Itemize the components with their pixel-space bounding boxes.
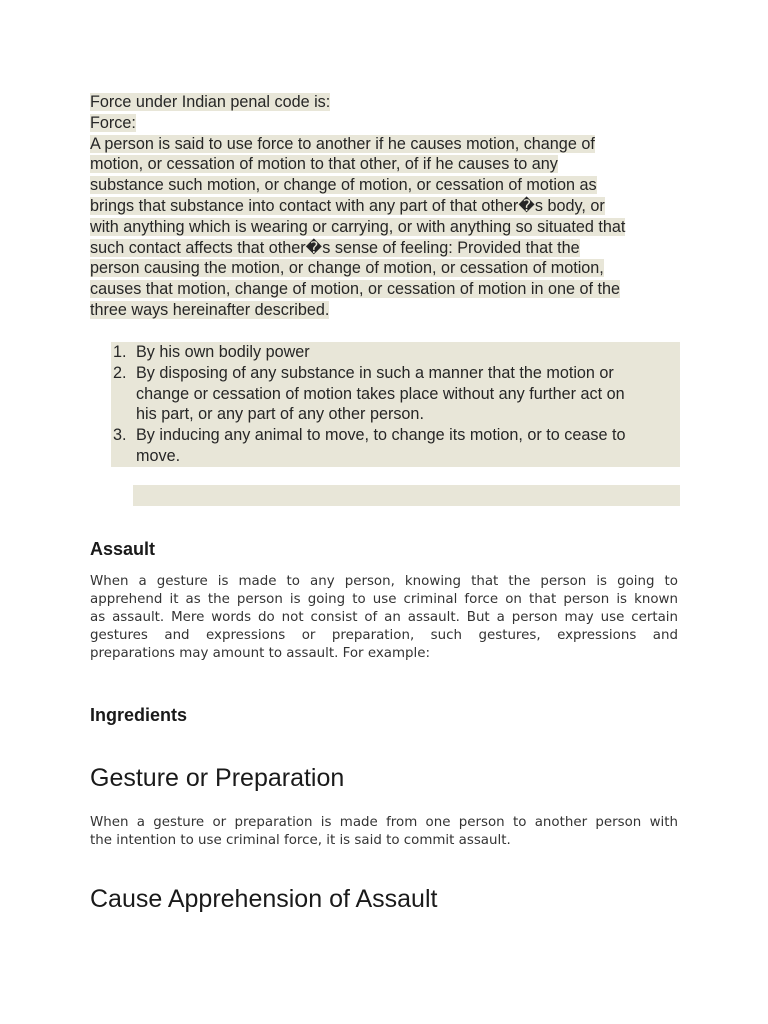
ways-list: [111, 342, 680, 467]
paragraph-line: as assault. Mere words do not consist of an assault. But a person may use certain: [90, 610, 678, 625]
text-line: causes that motion, change of motion, or cessation of motion in one of the: [90, 280, 621, 299]
text-line: brings that substance into contact with any part of that other�s body, or: [90, 196, 605, 215]
ingredients-heading: Ingredients: [90, 705, 188, 725]
apprehension-heading: Cause Apprehension of Assault: [90, 885, 438, 913]
assault-paragraph: [90, 573, 678, 663]
gesture-paragraph: [90, 814, 678, 850]
text-line: Force:: [90, 113, 136, 132]
paragraph-line: When a gesture or preparation is made from one person to another person with: [90, 815, 678, 830]
list-item-text: By his own bodily power: [136, 343, 310, 361]
paragraph-line: the intention to use criminal force, it is said to commit assault.: [90, 833, 511, 848]
paragraph-line: gestures and expressions or preparation, such gestures, expressions and: [90, 628, 678, 643]
list-item: [111, 342, 680, 363]
list-number: 1.: [113, 343, 127, 361]
paragraph-line: preparations may amount to assault. For example:: [90, 646, 430, 661]
gesture-preparation-heading: Gesture or Preparation: [90, 764, 345, 792]
text-line: with anything which is wearing or carrying, or with anything so situated that: [90, 217, 626, 236]
text-line: three ways hereinafter described.: [90, 300, 330, 319]
list-number: 3.: [113, 426, 127, 445]
list-item-text: his part, or any part of any other person.: [136, 405, 424, 424]
paragraph-line: When a gesture is made to any person, knowing that the person is going to: [90, 574, 678, 589]
list-item-text: By inducing any animal to move, to change its motion, or to cease to: [136, 426, 626, 445]
text-line: substance such motion, or change of motion, or cessation of motion as: [90, 176, 597, 195]
list-item: [111, 425, 680, 467]
paragraph-line: apprehend it as the person is going to use criminal force on that person is known: [90, 592, 678, 607]
text-line: Force under Indian penal code is:: [90, 93, 331, 111]
text-line: A person is said to use force to another if he causes motion, change of: [90, 134, 595, 153]
text-line: person causing the motion, or change of motion, or cessation of motion,: [90, 259, 604, 278]
list-item: [111, 363, 680, 425]
empty-highlight-bar: [133, 485, 680, 506]
list-item-text: By disposing of any substance in such a manner that the motion or: [136, 363, 614, 382]
list-number: 2.: [113, 363, 127, 382]
force-definition-block: [90, 92, 680, 321]
assault-heading: Assault: [90, 539, 156, 559]
list-item-text: change or cessation of motion takes place without any further act on: [136, 384, 625, 403]
text-line: such contact affects that other�s sense of feeling: Provided that the: [90, 238, 580, 257]
text-line: motion, or cessation of motion to that other, of if he causes to any: [90, 155, 558, 174]
list-item-text: move.: [136, 446, 181, 465]
